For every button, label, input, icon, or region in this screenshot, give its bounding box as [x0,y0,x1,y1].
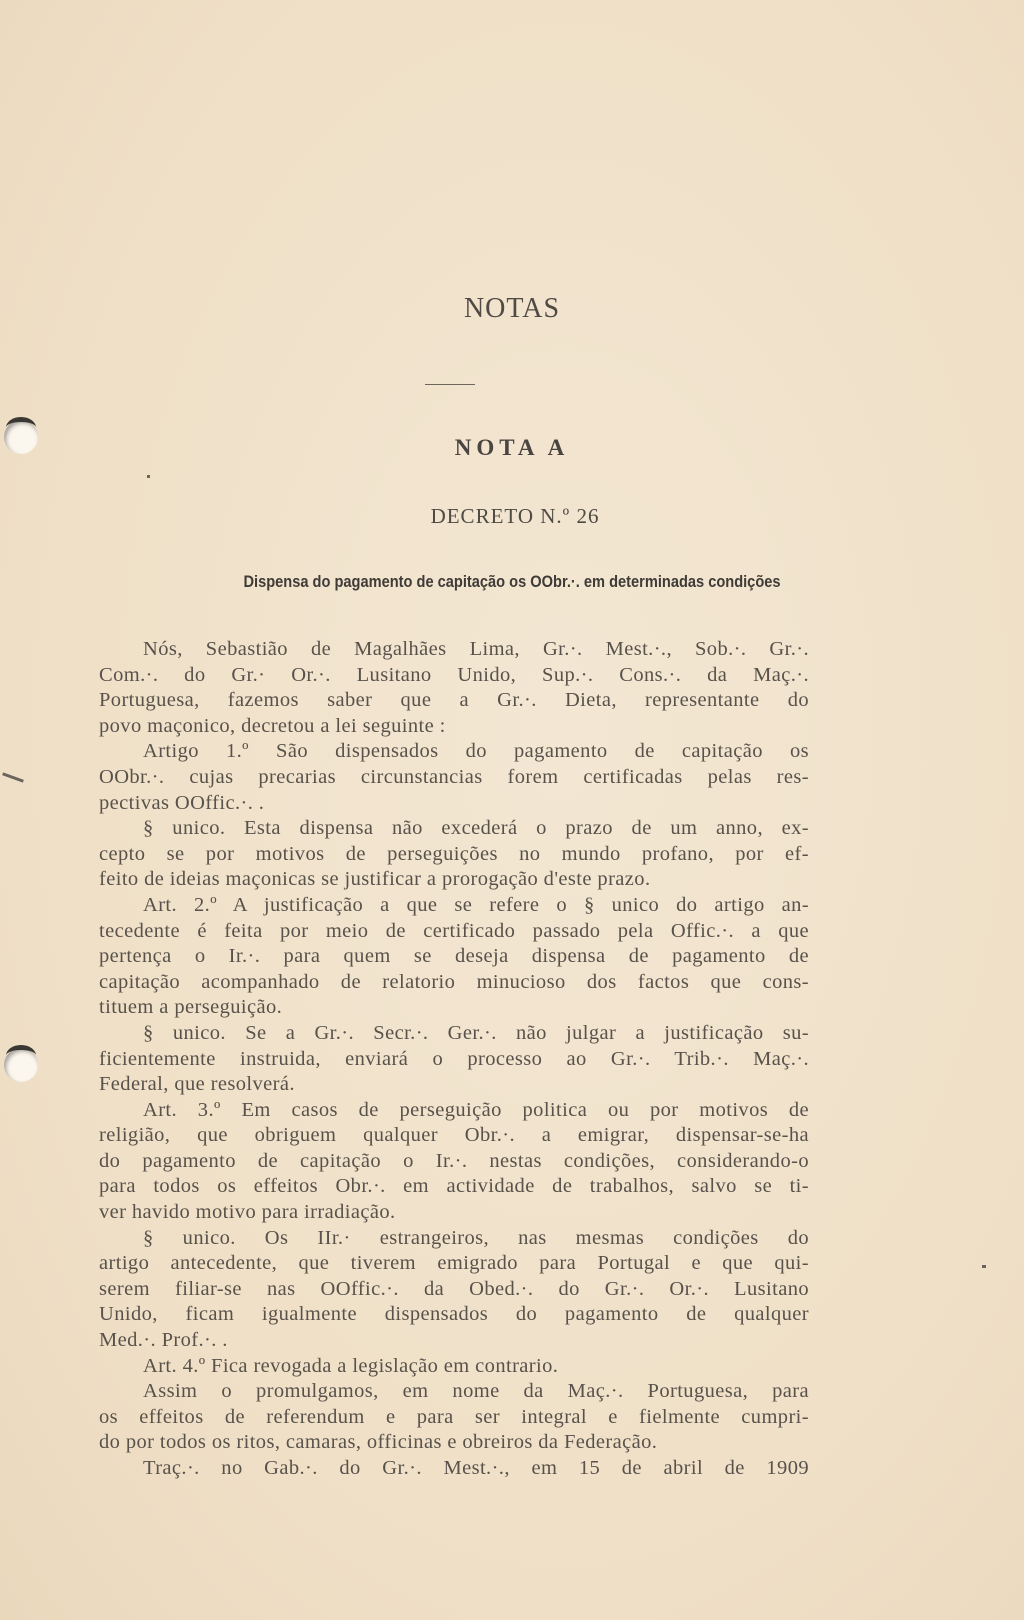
decree-title: DECRETO N.º 26 [430,504,600,528]
paper-mark [982,1265,986,1268]
text-line: § unico. Esta dispensa não excederá o prazo de um anno, ex- [143,817,809,840]
text-line: povo maçonico, decretou a lei seguinte : [99,714,446,737]
divider [425,384,475,385]
text-line: Artigo 1.º São dispensados do pagamento de capitação os [143,740,809,763]
paper-mark [147,475,150,478]
text-line: ver havido motivo para irradiação. [99,1201,396,1224]
decree-subtitle: Dispensa do pagamento de capitação os OObr.·. em determinadas condições [243,572,781,591]
paper-mark [2,772,24,782]
text-line: pectivas OOffic.·. . [99,791,265,814]
text-line: feito de ideias maçonicas se justificar a prorogação d'este prazo. [99,868,651,891]
text-line: para todos os effeitos Obr.·. em actividade de trabalhos, salvo se ti- [99,1175,809,1198]
text-line: Assim o promulgamos, em nome da Maç.·. Portuguesa, para [143,1380,809,1403]
text-line: OObr.·. cujas precarias circunstancias forem certificadas pelas res- [99,765,809,788]
text-line: do por todos os ritos, camaras, officinas e obreiros da Federação. [99,1431,658,1454]
text-line: Art. 3.º Em casos de perseguição politica ou por motivos de [143,1098,809,1121]
text-line: Med.·. Prof.·. . [99,1329,228,1352]
text-line: Portuguesa, fazemos saber que a Gr.·. Dieta, representante do [99,689,809,712]
text-line: capitação acompanhado de relatorio minucioso dos factos que cons- [99,970,809,993]
text-line: Unido, ficam igualmente dispensados do pagamento de qualquer [99,1303,809,1326]
section-title: NOTAS [463,293,561,324]
text-line: tecedente é feita por meio de certificado passado pela Offic.·. a que [99,919,809,942]
text-line: Art. 2.º A justificação a que se refere o § unico do artigo an- [143,893,809,916]
note-title: NOTA A [454,435,570,460]
text-line: § unico. Os IIr.· estrangeiros, nas mesmas condições do [143,1226,809,1249]
text-line: pertença o Ir.·. para quem se deseja dispensa de pagamento de [99,945,809,968]
text-line: artigo antecedente, que tiverem emigrado para Portugal e que qui- [99,1252,809,1275]
text-line: tituem a perseguição. [99,996,283,1019]
text-line: Art. 4.º Fica revogada a legislação em contrario. [143,1354,559,1377]
text-line: ficientemente instruida, enviará o processo ao Gr.·. Trib.·. Maç.·. [99,1047,809,1070]
text-line: os effeitos de referendum e para ser integral e fielmente cumpri- [99,1405,809,1428]
text-line: serem filiar-se nas OOffic.·. da Obed.·. do Gr.·. Or.·. Lusitano [99,1277,809,1300]
binder-hole-bottom [4,1048,38,1082]
text-line: Traç.·. no Gab.·. do Gr.·. Mest.·., em 15 de abril de 1909 [143,1457,809,1479]
text-line: cepto se por motivos de perseguições no mundo profano, por ef- [99,842,809,865]
text-line: Federal, que resolverá. [99,1073,295,1096]
text-line: do pagamento de capitação o Ir.·. nestas condições, considerando-o [99,1149,809,1172]
text-line: religião, que obriguem qualquer Obr.·. a emigrar, dispensar-se-ha [99,1124,809,1147]
text-line: Nós, Sebastião de Magalhães Lima, Gr.·. Mest.·., Sob.·. Gr.·. [143,638,809,660]
text-line: Com.·. do Gr.· Or.·. Lusitano Unido, Sup.·. Cons.·. da Maç.·. [99,663,809,686]
decree-body [99,637,809,1482]
text-line: § unico. Se a Gr.·. Secr.·. Ger.·. não julgar a justificação su- [143,1021,809,1044]
